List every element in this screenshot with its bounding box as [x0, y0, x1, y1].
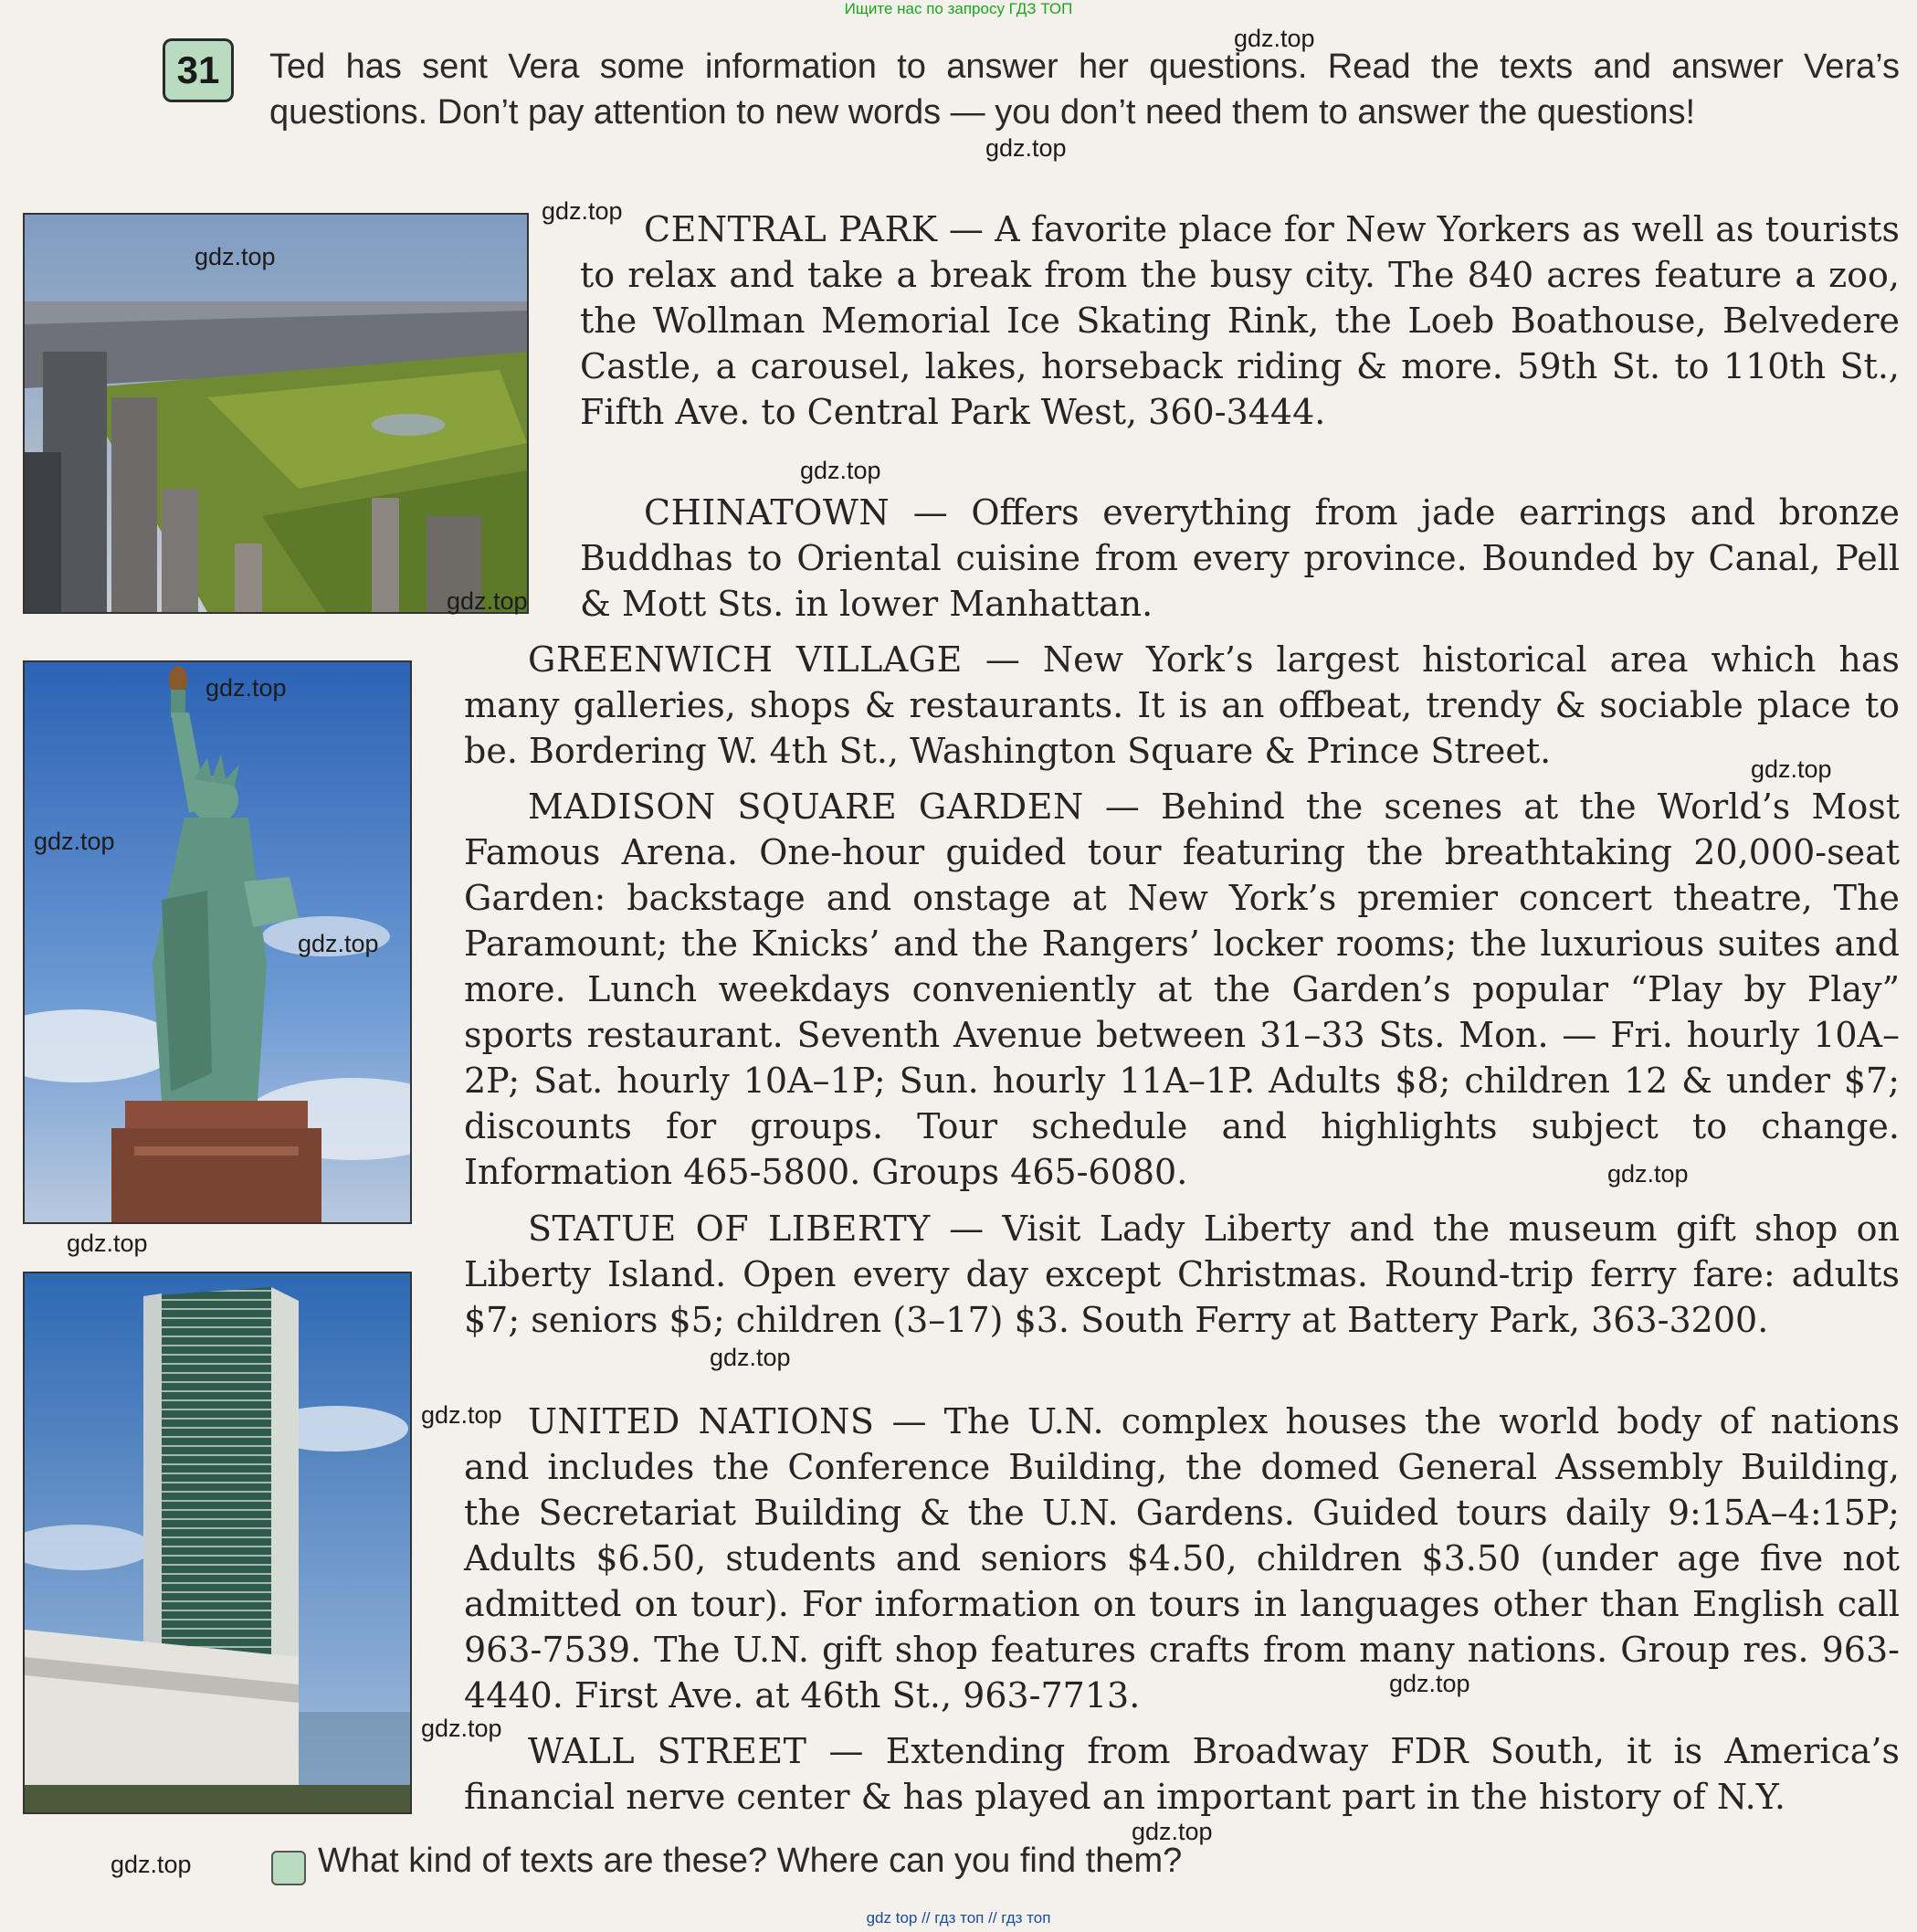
- watermark: gdz.top: [67, 1230, 148, 1257]
- entry-greenwich-village: [464, 637, 1900, 774]
- entry-text: — Extending from Broadway FDR South, it is America’s financial nerve center & has played an important part in the history of N.Y.: [464, 1731, 1901, 1817]
- entry-title: WALL STREET: [528, 1731, 807, 1771]
- entry-text: — Offers everything from jade earrings and bronze Buddhas to Oriental cuisine from every province. Bounded by Canal, Pell & Mott Sts. in lower Manhattan.: [580, 492, 1900, 624]
- entry-chinatown: [580, 490, 1900, 627]
- entry-text: — Behind the scenes at the World’s Most Famous Arena. One-hour guided tour featuring the breathtaking 20,000-seat Garden: backstage and onstage at New York’s premier concert theatre, The Paramount; the Knicks’ and the Rangers’ locker rooms; the luxurious suites and more. Lunch weekdays conveniently at the Garden’s popular “Play by Play” sports restaurant. Seventh Avenue between 31–33 Sts. Mon. — Fri. hourly 10A–2P; Sat. hourly 10A–1P; Sun. hourly 11A–1P. Adults $8; children 12 & under $7; discounts for groups. Tour schedule and highlights subject to change. Information 465-5800. Groups 465-6080.: [464, 787, 1900, 1192]
- entry-title: CHINATOWN: [644, 492, 890, 533]
- watermark: gdz.top: [111, 1851, 192, 1878]
- entry-madison-square-garden: [464, 784, 1900, 1195]
- watermark: gdz.top: [800, 457, 881, 484]
- watermark: gdz.top: [710, 1344, 791, 1371]
- entry-title: MADISON SQUARE GARDEN: [528, 787, 1084, 827]
- follow-up-question: What kind of texts are these? Where can you find them?: [318, 1842, 1183, 1880]
- exercise-number-badge: 31: [163, 38, 234, 102]
- watermark: gdz.top: [195, 243, 276, 270]
- footer-note: gdz top // гдз топ // гдз топ: [866, 1909, 1051, 1927]
- entry-text: — Visit Lady Liberty and the museum gift shop on Liberty Island. Open every day except Christmas. Round-trip ferry fare: adults $7; seniors $5; children (3–17) $3. South Ferry at Battery Park, 363-3200.: [464, 1209, 1900, 1340]
- watermark: gdz.top: [1234, 25, 1315, 52]
- entry-statue-of-liberty: [464, 1206, 1900, 1343]
- exercise-intro: Ted has sent Vera some information to answer her questions. Read the texts and answer Vera’s questions. Don’t pay attention to new words — you don’t need them to answer the questions!: [269, 48, 1900, 132]
- watermark: gdz.top: [1389, 1670, 1470, 1697]
- watermark: gdz.top: [447, 587, 528, 615]
- entry-title: CENTRAL PARK: [644, 209, 938, 249]
- watermark: gdz.top: [421, 1401, 502, 1429]
- entry-title: GREENWICH VILLAGE: [528, 639, 963, 680]
- question-checkbox-icon: [271, 1851, 306, 1885]
- watermark: gdz.top: [298, 930, 379, 957]
- entry-united-nations: [464, 1399, 1900, 1718]
- entry-text: — The U.N. complex houses the world body of nations and includes the Conference Building, the domed General Assembly Building, the Secretariat Building & the U.N. Gardens. Guided tours daily 9:15A–4:15P; Adults $6.50, students and seniors $4.50, children $3.50 (under age five not admitted on tour). For information on tours in languages other than English call 963-7539. The U.N. gift shop features crafts from many nations. Group res. 963-4440. First Ave. at 46th St., 963-7713.: [464, 1401, 1900, 1716]
- entry-wall-street: [464, 1728, 1900, 1820]
- entry-text: — New York’s largest historical area which has many galleries, shops & restaurants. It is an offbeat, trendy & sociable place to be. Bordering W. 4th St., Washington Square & Prince Street.: [464, 639, 1901, 771]
- watermark: gdz.top: [1132, 1818, 1213, 1845]
- entry-central-park: [580, 206, 1900, 435]
- watermark: gdz.top: [205, 674, 287, 702]
- central-park-photo: [23, 213, 529, 614]
- watermark: gdz.top: [985, 134, 1067, 162]
- watermark: gdz.top: [1607, 1160, 1689, 1188]
- entry-text: — A favorite place for New Yorkers as well as tourists to relax and take a break from the busy city. The 840 acres feature a zoo, the Wollman Memorial Ice Skating Rink, the Loeb Boathouse, Belvedere Castle, a carousel, lakes, horseback riding & more. 59th St. to 110th St., Fifth Ave. to Central Park West, 360-3444.: [580, 209, 1900, 432]
- search-note: Ищите нас по запросу ГДЗ ТОП: [844, 0, 1073, 17]
- watermark: gdz.top: [34, 828, 115, 855]
- united-nations-photo: [23, 1272, 412, 1814]
- watermark: gdz.top: [542, 197, 623, 225]
- entry-title: UNITED NATIONS: [528, 1401, 875, 1441]
- watermark: gdz.top: [1751, 755, 1832, 783]
- entry-title: STATUE OF LIBERTY: [528, 1209, 931, 1249]
- watermark: gdz.top: [421, 1715, 502, 1742]
